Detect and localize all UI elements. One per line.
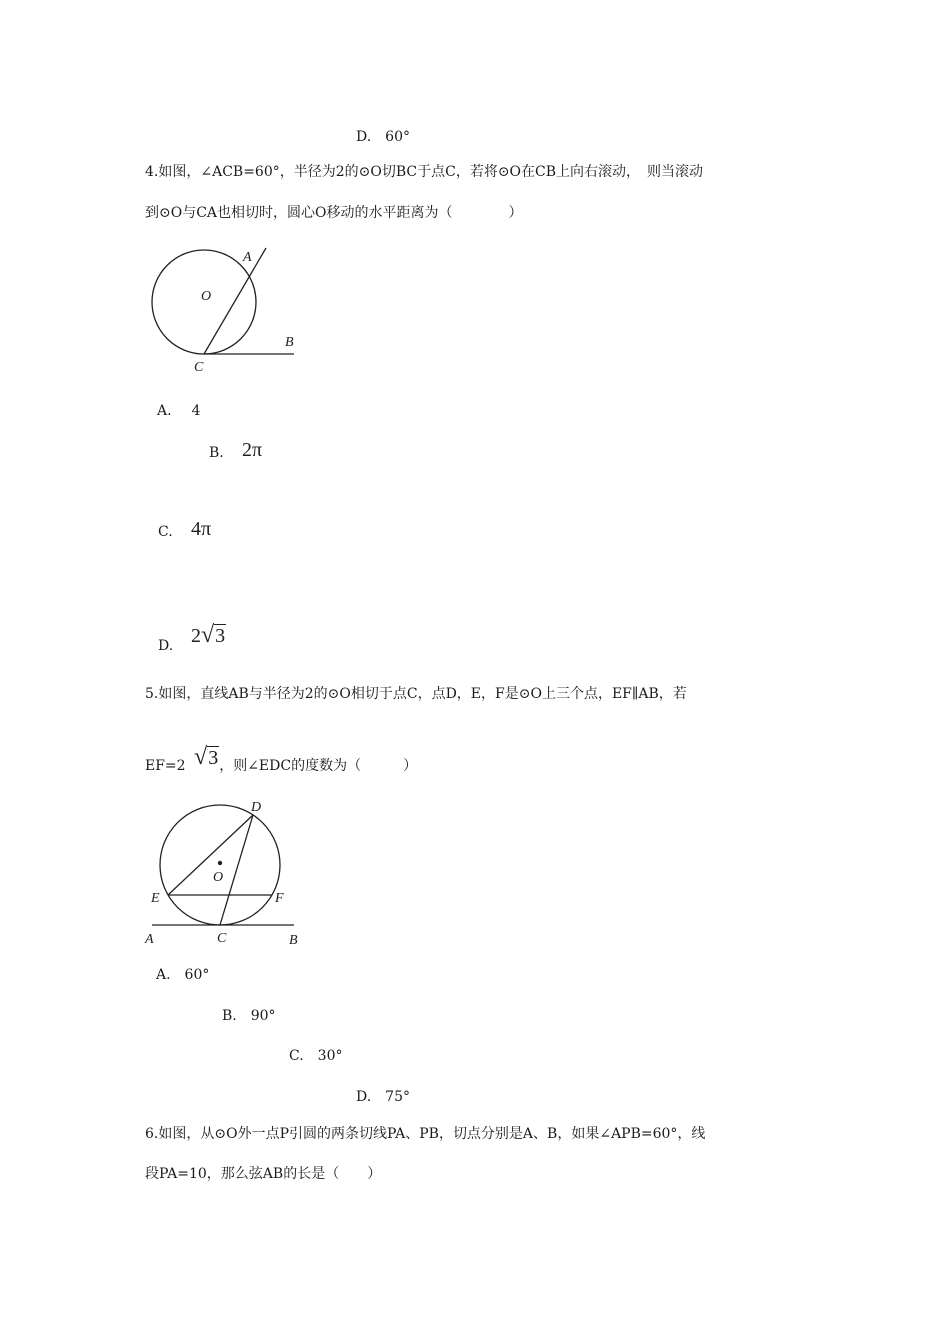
q4-label-c: C: [194, 360, 204, 375]
q5-label-b: B: [289, 933, 298, 948]
q4-option-b-letter: B.: [209, 445, 224, 461]
q4-stem-line1: 4.如图，∠ACB=60°，半径为2的⊙O切BC于点C，若将⊙O在CB上向右滚动， 则当滚动: [145, 164, 704, 180]
q4-option-c-value: 4π: [191, 518, 212, 540]
q4-option-d-coef: 2: [191, 625, 201, 647]
q3-option-d: D. 60°: [356, 129, 410, 145]
q4-option-a-letter: A.: [157, 403, 172, 419]
q5-label-e: E: [151, 891, 160, 906]
sqrt-sign-icon: √: [194, 744, 208, 770]
q5-option-b: B. 90°: [222, 1008, 276, 1024]
q4-option-c-letter: C.: [158, 524, 173, 540]
q4-label-a: A: [243, 250, 252, 265]
q4-option-a-value: 4: [191, 403, 201, 419]
q5-ef-prefix: EF=2: [145, 758, 186, 774]
q4-option-d-letter: D.: [158, 638, 174, 654]
q5-label-c: C: [217, 931, 227, 946]
q4-label-o: O: [201, 289, 212, 304]
q5-option-c: C. 30°: [289, 1048, 343, 1064]
q6-stem-line2: 段PA=10，那么弦AB的长是（ ）: [145, 1166, 382, 1182]
q5-chord-ed: [168, 815, 253, 895]
q5-label-a: A: [145, 932, 154, 947]
q4-label-b: B: [285, 335, 294, 350]
q4-option-d-radicand: 3: [215, 625, 226, 647]
q5-label-d: D: [251, 800, 262, 815]
q4-stem-line2: 到⊙O与CA也相切时，圆心O移动的水平距离为（ ）: [145, 205, 523, 221]
q5-option-a: A. 60°: [156, 967, 210, 983]
sqrt-sign-icon: √: [201, 622, 215, 648]
q5-label-o: O: [213, 870, 224, 885]
q5-center-dot: [218, 861, 222, 865]
q5-stem-line1: 5.如图，直线AB与半径为2的⊙O相切于点C，点D，E，F是⊙O上三个点，EF∥AB，若: [145, 686, 687, 702]
q5-label-f: F: [275, 891, 284, 906]
q5-chord-dc: [220, 815, 253, 925]
q5-ef-radicand: 3: [208, 747, 219, 769]
q6-stem-line1: 6.如图，从⊙O外一点P引圆的两条切线PA、PB，切点分别是A、B，如果∠APB=60°，线: [145, 1126, 706, 1142]
q4-option-b-value: 2π: [242, 439, 263, 461]
q5-stem-line2-suffix: ，则∠EDC的度数为（ ）: [219, 758, 418, 774]
q5-option-d: D. 75°: [356, 1089, 410, 1105]
